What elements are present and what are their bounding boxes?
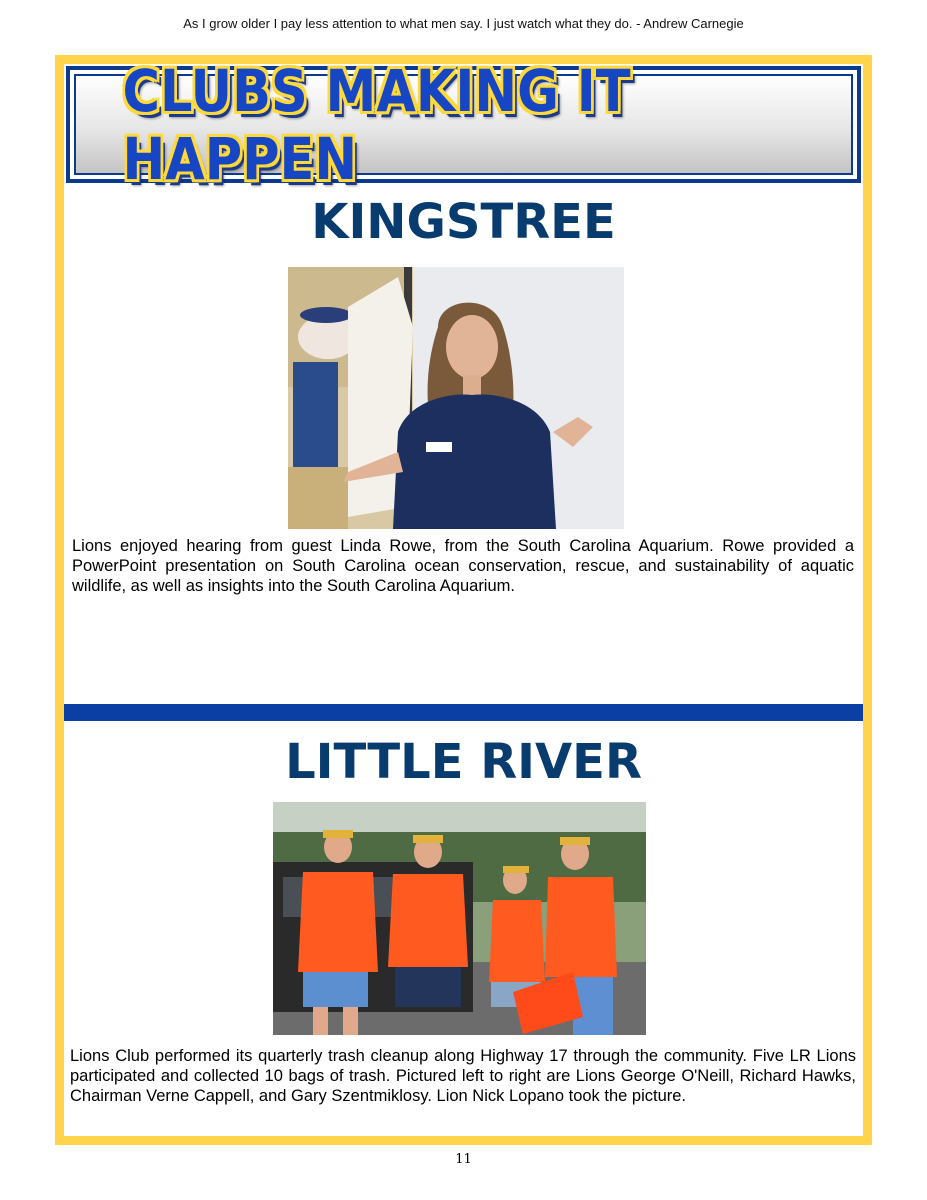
banner-title: CLUBS MAKING IT HAPPEN <box>122 56 631 193</box>
clubs-banner <box>66 56 861 193</box>
section-heading-kingstree: KINGSTREE <box>311 194 616 250</box>
header-quote: As I grow older I pay less attention to what men say. I just watch what they do. - Andrew Carnegie <box>183 16 744 31</box>
little-river-photo <box>273 802 646 1035</box>
kingstree-photo <box>288 267 624 529</box>
kingstree-caption: Lions enjoyed hearing from guest Linda Rowe, from the South Carolina Aquarium. Rowe provided a PowerPoint presentation on South Carolina ocean conservation, rescue, and sustainability of aquatic wildlife, as well as insights into the South Carolina Aquarium. <box>72 537 854 595</box>
section-heading-little-river: LITTLE RIVER <box>285 734 642 790</box>
page-frame <box>55 55 872 1145</box>
little-river-caption: Lions Club performed its quarterly trash cleanup along Highway 17 through the community. Five LR Lions participated and collected 10 bags of trash. Pictured left to right are Lions George O'Neill, Richard Hawks, Chairman Verne Cappell, and Gary Szentmiklosy. Lion Nick Lopano took the picture. <box>70 1047 856 1105</box>
page-number: 11 <box>455 1152 472 1167</box>
section-divider <box>64 704 863 721</box>
